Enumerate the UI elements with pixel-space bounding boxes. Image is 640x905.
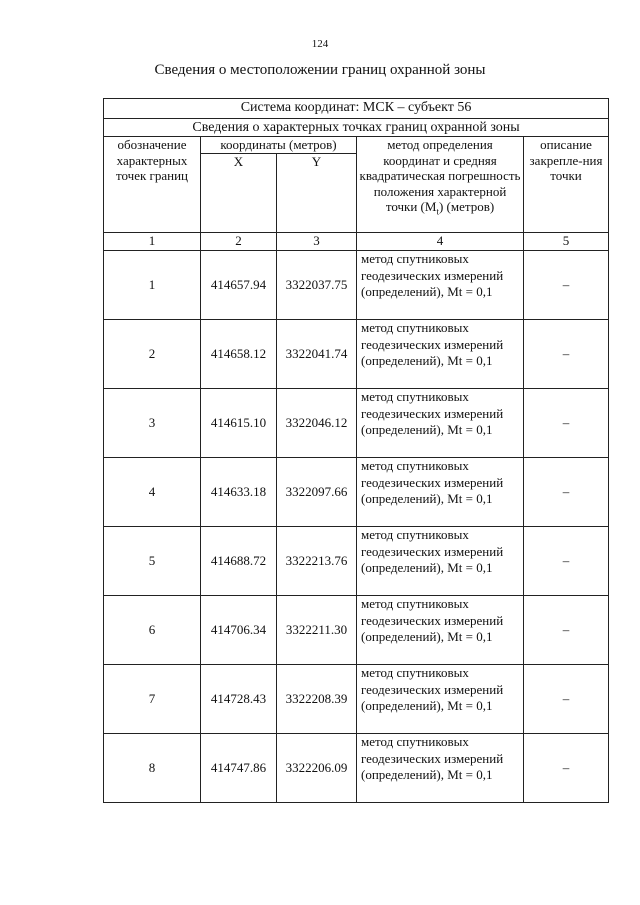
table-row: [104, 665, 609, 734]
coordinates-header: координаты (метров): [201, 137, 357, 154]
y-coordinate-cell: 3322206.09: [277, 734, 357, 803]
y-coordinate-cell: 3322046.12: [277, 389, 357, 458]
method-cell: метод спутниковых геодезических измерений (определений), Mt = 0,1: [357, 527, 524, 596]
x-coordinate-cell: 414747.86: [201, 734, 277, 803]
x-coordinate-cell: 414706.34: [201, 596, 277, 665]
method-header: [357, 137, 524, 233]
description-header: описание закрепле-ния точки: [524, 137, 609, 233]
y-coordinate-cell: 3322037.75: [277, 251, 357, 320]
point-number-cell: 6: [104, 596, 201, 665]
column-number: 2: [201, 233, 277, 251]
x-coordinate-cell: 414657.94: [201, 251, 277, 320]
column-number-row: [104, 233, 609, 251]
column-number: 3: [277, 233, 357, 251]
method-cell: метод спутниковых геодезических измерений (определений), Mt = 0,1: [357, 251, 524, 320]
point-description-cell: –: [524, 734, 609, 803]
table-row: [104, 527, 609, 596]
y-coordinate-cell: 3322041.74: [277, 320, 357, 389]
method-cell: метод спутниковых геодезических измерений (определений), Mt = 0,1: [357, 458, 524, 527]
method-header-unit: ) (метров): [438, 199, 495, 214]
y-coordinate-cell: 3322097.66: [277, 458, 357, 527]
x-coordinate-cell: 414633.18: [201, 458, 277, 527]
point-number-cell: 2: [104, 320, 201, 389]
page-number: 124: [311, 38, 329, 50]
coordinate-system-header: Система координат: МСК – субъект 56: [104, 99, 609, 119]
point-description-cell: –: [524, 665, 609, 734]
method-cell: метод спутниковых геодезических измерений (определений), Mt = 0,1: [357, 320, 524, 389]
table-row: [104, 458, 609, 527]
x-coordinate-cell: 414615.10: [201, 389, 277, 458]
column-header-row: [104, 137, 609, 154]
table-row: [104, 596, 609, 665]
table-row: [104, 320, 609, 389]
boundary-points-table: [103, 98, 609, 803]
column-number: 4: [357, 233, 524, 251]
document-title: Сведения о местоположении границ охранной зоны: [154, 62, 486, 78]
point-description-cell: –: [524, 458, 609, 527]
coordinate-system-row: [104, 99, 609, 119]
point-description-cell: –: [524, 389, 609, 458]
method-cell: метод спутниковых геодезических измерений (определений), Mt = 0,1: [357, 665, 524, 734]
point-number-cell: 8: [104, 734, 201, 803]
point-description-cell: –: [524, 527, 609, 596]
table-row: [104, 734, 609, 803]
point-number-cell: 3: [104, 389, 201, 458]
points-info-row: [104, 119, 609, 137]
points-info-header: Сведения о характерных точках границ охранной зоны: [104, 119, 609, 137]
point-number-cell: 7: [104, 665, 201, 734]
column-number: 1: [104, 233, 201, 251]
method-header-text: метод определения координат и средняя квадратическая погрешность положения характерной точки (M: [359, 137, 521, 214]
method-header-subscript: t: [436, 206, 439, 217]
point-description-cell: –: [524, 596, 609, 665]
table-row: [104, 389, 609, 458]
point-description-cell: –: [524, 320, 609, 389]
y-coordinate-cell: 3322208.39: [277, 665, 357, 734]
y-coordinate-cell: 3322213.76: [277, 527, 357, 596]
column-number: 5: [524, 233, 609, 251]
y-header: Y: [277, 154, 357, 233]
point-number-cell: 5: [104, 527, 201, 596]
x-header: X: [201, 154, 277, 233]
x-coordinate-cell: 414688.72: [201, 527, 277, 596]
point-designation-header: обозначение характерных точек границ: [104, 137, 201, 233]
point-description-cell: –: [524, 251, 609, 320]
x-coordinate-cell: 414658.12: [201, 320, 277, 389]
point-number-cell: 1: [104, 251, 201, 320]
point-number-cell: 4: [104, 458, 201, 527]
x-coordinate-cell: 414728.43: [201, 665, 277, 734]
method-cell: метод спутниковых геодезических измерений (определений), Mt = 0,1: [357, 389, 524, 458]
y-coordinate-cell: 3322211.30: [277, 596, 357, 665]
table-row: [104, 251, 609, 320]
method-cell: метод спутниковых геодезических измерений (определений), Mt = 0,1: [357, 596, 524, 665]
method-cell: метод спутниковых геодезических измерений (определений), Mt = 0,1: [357, 734, 524, 803]
